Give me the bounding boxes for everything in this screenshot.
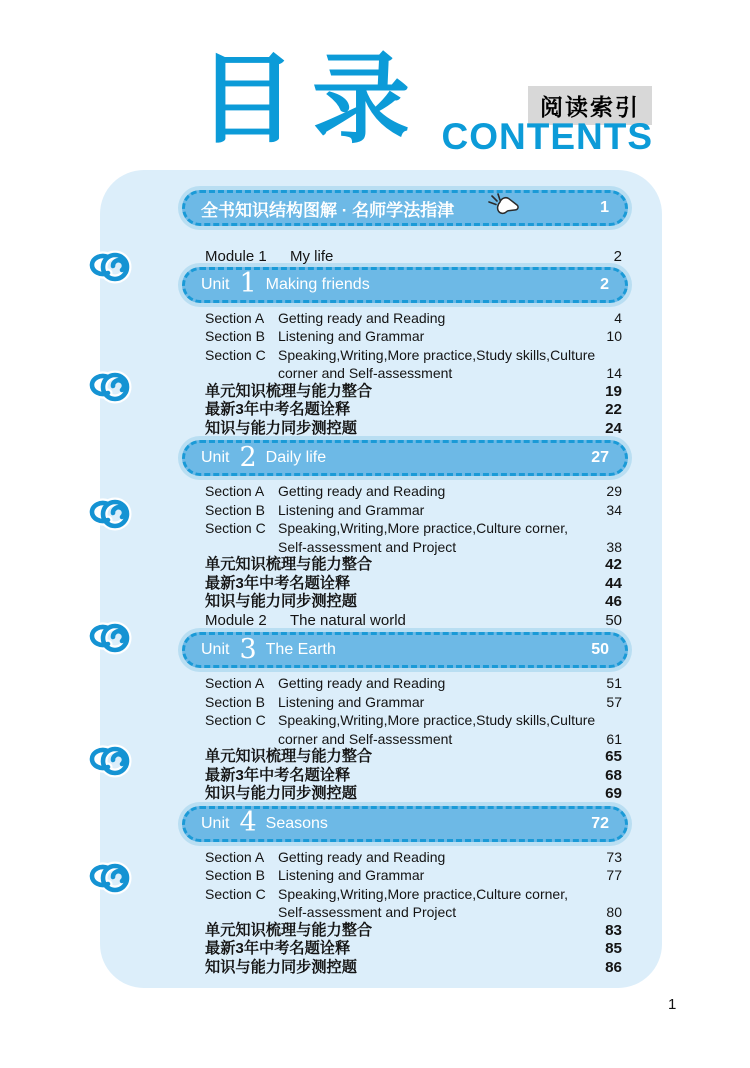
extra-row bbox=[182, 420, 628, 439]
section-text: Listening and Grammar bbox=[278, 867, 425, 883]
extra-row bbox=[182, 922, 628, 941]
footer-page-number: 1 bbox=[668, 996, 677, 1013]
extra-row bbox=[182, 959, 628, 978]
page-number: 42 bbox=[605, 556, 622, 573]
section-text: Speaking,Writing,More practice,Culture corner, bbox=[278, 520, 568, 536]
unit-title: Seasons bbox=[265, 814, 328, 832]
section-row bbox=[182, 711, 628, 730]
section-text: Self-assessment and Project bbox=[278, 904, 457, 920]
section-text: Getting ready and Reading bbox=[278, 675, 446, 691]
extra-text: 知识与能力同步测控题 bbox=[205, 419, 357, 437]
page-number: 80 bbox=[606, 904, 622, 920]
page-number: 57 bbox=[606, 693, 622, 710]
unit-word: Unit bbox=[201, 449, 230, 466]
section-label: Section B bbox=[205, 328, 265, 344]
section-text: Speaking,Writing,More practice,Culture corner, bbox=[278, 885, 568, 902]
page-number: 86 bbox=[605, 958, 622, 976]
page-number: 38 bbox=[606, 538, 622, 555]
extra-text: 知识与能力同步测控题 bbox=[205, 785, 357, 802]
section-row bbox=[182, 674, 628, 693]
page-number: 2 bbox=[613, 248, 622, 265]
unit-title: Making friends bbox=[265, 275, 370, 293]
reading-index-badge: 阅读索引 bbox=[528, 86, 652, 125]
page-number: 50 bbox=[605, 611, 622, 629]
section-text: corner and Self-assessment bbox=[278, 365, 453, 381]
section-row bbox=[182, 693, 628, 712]
unit-bar bbox=[182, 440, 628, 476]
extra-text: 最新3年中考名题诠释 bbox=[205, 401, 351, 418]
section-row-continuation bbox=[182, 364, 628, 383]
unit-page: 2 bbox=[600, 275, 609, 293]
unit-number: 2 bbox=[239, 441, 257, 473]
page-number: 85 bbox=[605, 940, 622, 957]
unit-word: Unit bbox=[201, 275, 230, 293]
section-row bbox=[182, 327, 628, 346]
extra-text: 最新3年中考名题诠释 bbox=[205, 766, 351, 784]
page-number: 46 bbox=[605, 593, 622, 610]
extra-row bbox=[182, 556, 628, 575]
module-label: Module 2 bbox=[205, 611, 267, 629]
extra-text: 最新3年中考名题诠释 bbox=[205, 574, 351, 592]
extra-text: 单元知识梳理与能力整合 bbox=[205, 556, 373, 573]
page-number: 29 bbox=[606, 483, 622, 499]
section-text: Speaking,Writing,More practice,Study skills,Culture bbox=[278, 346, 596, 363]
page-number: 69 bbox=[605, 785, 622, 802]
unit-page: 72 bbox=[591, 814, 609, 832]
module-row bbox=[182, 248, 628, 267]
unit-word: Unit bbox=[201, 641, 230, 658]
extra-row bbox=[182, 401, 628, 420]
page-number: 83 bbox=[605, 921, 622, 939]
page-title-en: CONTENTS bbox=[441, 116, 653, 157]
section-text: Listening and Grammar bbox=[278, 693, 425, 710]
section-row bbox=[182, 519, 628, 538]
section-row bbox=[182, 309, 628, 328]
section-row bbox=[182, 346, 628, 365]
page-number: 24 bbox=[605, 419, 622, 437]
section-text: Getting ready and Reading bbox=[278, 848, 446, 865]
page-number: 34 bbox=[606, 501, 622, 518]
page-number: 10 bbox=[606, 328, 622, 344]
section-text: Getting ready and Reading bbox=[278, 483, 446, 499]
page-number: 44 bbox=[605, 574, 622, 592]
section-label: Section C bbox=[205, 885, 266, 902]
extra-text: 最新3年中考名题诠释 bbox=[205, 940, 351, 957]
section-row-continuation bbox=[182, 730, 628, 749]
unit-title: Daily life bbox=[265, 449, 327, 466]
unit-page: 50 bbox=[591, 641, 609, 658]
section-label: Section A bbox=[205, 483, 265, 499]
unit-word: Unit bbox=[201, 814, 230, 832]
section-row-continuation bbox=[182, 538, 628, 557]
page-number: 14 bbox=[606, 365, 622, 381]
unit-page: 27 bbox=[591, 449, 609, 466]
binder-ring-icon bbox=[78, 493, 136, 533]
unit-number: 1 bbox=[239, 268, 257, 299]
extra-row bbox=[182, 940, 628, 959]
extra-text: 知识与能力同步测控题 bbox=[205, 958, 357, 976]
extra-row bbox=[182, 383, 628, 402]
section-text: Speaking,Writing,More practice,Study skills,Culture bbox=[278, 712, 596, 728]
unit-bar bbox=[182, 267, 628, 303]
section-text: Getting ready and Reading bbox=[278, 309, 446, 326]
page-number: 61 bbox=[606, 730, 622, 747]
extra-text: 单元知识梳理与能力整合 bbox=[205, 921, 373, 939]
section-row bbox=[182, 482, 628, 501]
extra-row bbox=[182, 575, 628, 594]
binder-ring-icon bbox=[78, 740, 136, 780]
toc-panel bbox=[100, 170, 662, 988]
section-label: Section B bbox=[205, 501, 265, 518]
unit-bar bbox=[182, 806, 628, 842]
section-row bbox=[182, 848, 628, 867]
section-label: Section A bbox=[205, 848, 265, 865]
page-number: 68 bbox=[605, 766, 622, 784]
module-label: Module 1 bbox=[205, 248, 267, 265]
unit-number: 3 bbox=[239, 633, 257, 665]
unit-bar bbox=[182, 632, 628, 668]
section-text: corner and Self-assessment bbox=[278, 730, 453, 747]
extra-text: 单元知识梳理与能力整合 bbox=[205, 382, 373, 400]
extra-row bbox=[182, 767, 628, 786]
extra-row bbox=[182, 593, 628, 612]
unit-title: The Earth bbox=[265, 641, 336, 658]
page-title-cn: 目录 bbox=[198, 43, 427, 157]
section-text: Listening and Grammar bbox=[278, 328, 425, 344]
intro-bar-label: 全书知识结构图解 · 名师学法指津 bbox=[201, 200, 455, 220]
binder-ring-icon bbox=[78, 366, 136, 406]
section-row bbox=[182, 885, 628, 904]
extra-row bbox=[182, 748, 628, 767]
page-number: 65 bbox=[605, 748, 622, 765]
binder-ring-icon bbox=[78, 246, 136, 286]
hand-pointer-icon bbox=[484, 192, 520, 225]
toc-content bbox=[182, 190, 628, 977]
section-label: Section B bbox=[205, 693, 265, 710]
section-text: Self-assessment and Project bbox=[278, 538, 457, 555]
binder-ring-icon bbox=[78, 617, 136, 657]
extra-text: 知识与能力同步测控题 bbox=[205, 593, 357, 610]
unit-number: 4 bbox=[239, 807, 257, 838]
section-label: Section A bbox=[205, 309, 265, 326]
page-number: 19 bbox=[605, 382, 622, 400]
intro-bar-page: 1 bbox=[600, 199, 609, 216]
section-row-continuation bbox=[182, 903, 628, 922]
section-row bbox=[182, 866, 628, 885]
module-row bbox=[182, 612, 628, 631]
extra-row bbox=[182, 785, 628, 804]
page-number: 51 bbox=[606, 675, 622, 691]
section-label: Section C bbox=[205, 346, 266, 363]
page-number: 77 bbox=[606, 867, 622, 883]
section-label: Section C bbox=[205, 712, 266, 728]
section-label: Section C bbox=[205, 520, 266, 536]
page-number: 73 bbox=[606, 848, 622, 865]
section-label: Section B bbox=[205, 867, 265, 883]
module-title: My life bbox=[290, 248, 334, 265]
binder-ring-icon bbox=[78, 857, 136, 897]
section-text: Listening and Grammar bbox=[278, 501, 425, 518]
page-number: 4 bbox=[614, 309, 622, 326]
page-number: 22 bbox=[605, 401, 622, 418]
extra-text: 单元知识梳理与能力整合 bbox=[205, 748, 373, 765]
module-title: The natural world bbox=[290, 611, 406, 629]
section-row bbox=[182, 501, 628, 520]
intro-bar bbox=[182, 190, 628, 226]
section-label: Section A bbox=[205, 675, 265, 691]
